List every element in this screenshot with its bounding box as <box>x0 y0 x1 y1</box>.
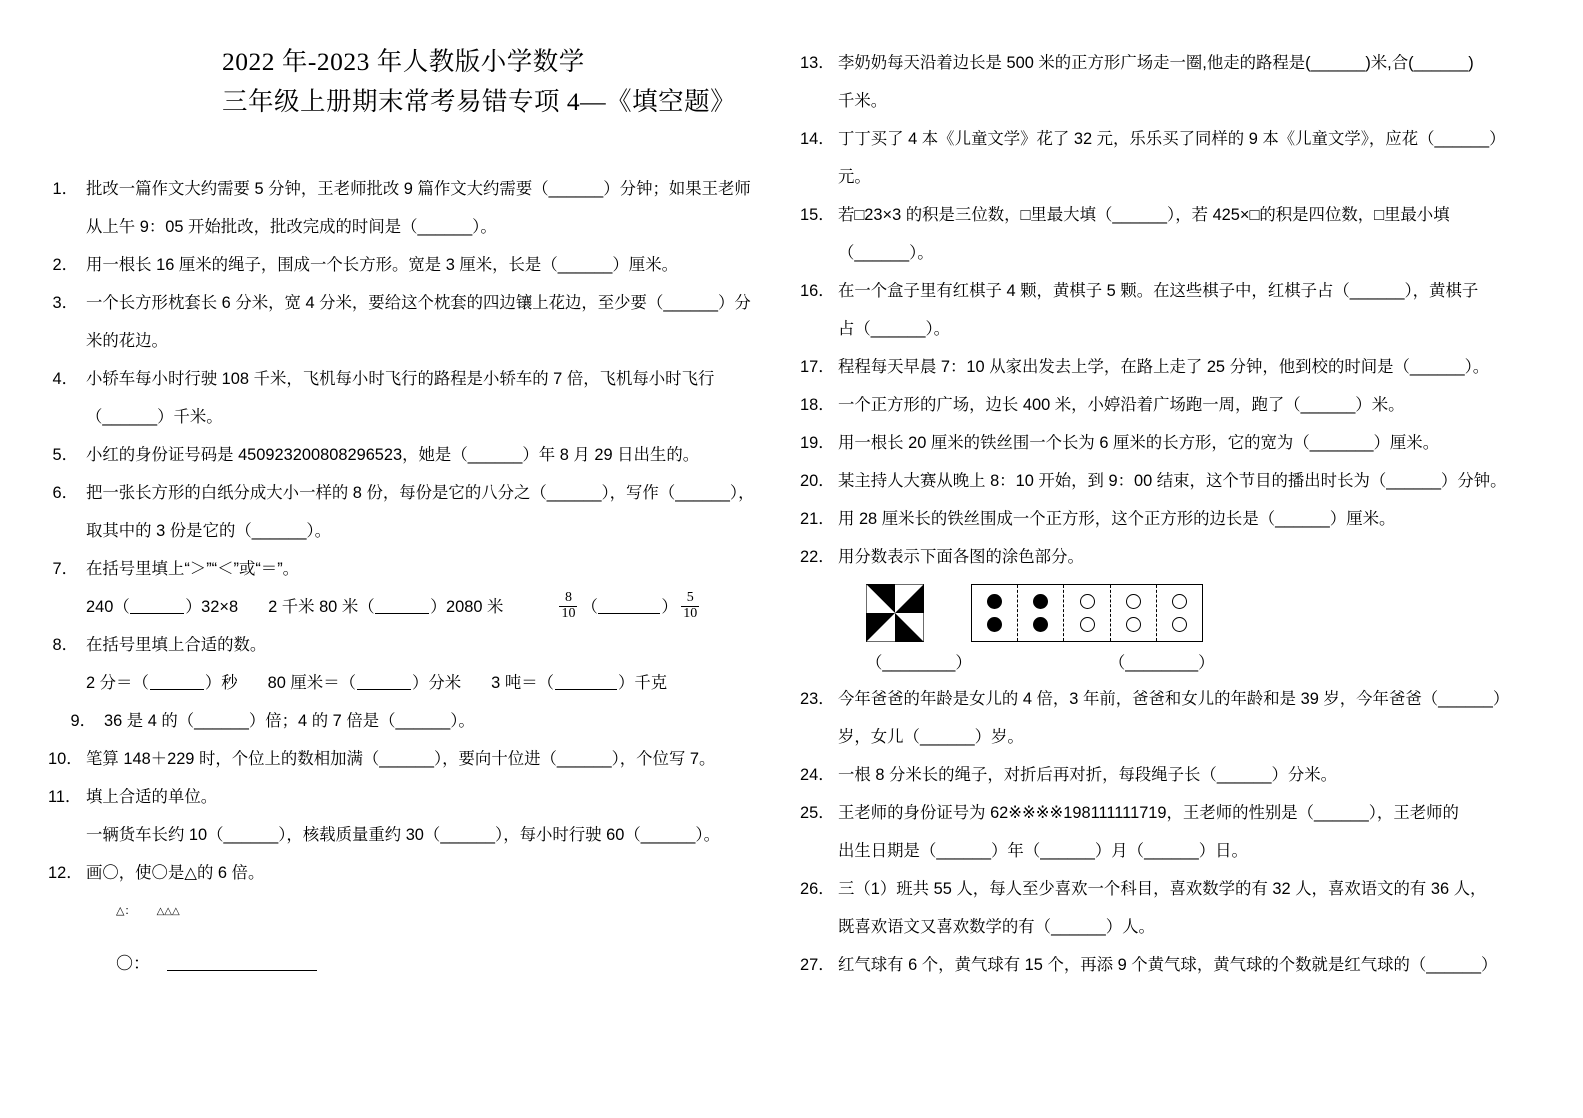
open-dot <box>1172 594 1187 609</box>
question-line: 红气球有 6 个，黄气球有 15 个，再添 9 个黄气球，黄气球的个数就是红气球的（______） <box>838 956 1498 974</box>
question-number: 5． <box>52 446 78 464</box>
filled-dot <box>1033 617 1048 632</box>
question-8 <box>48 626 778 702</box>
question-line: 王老师的身份证号为 62※※※※198111111719，王老师的性别是（______），王老师的 <box>838 804 1459 822</box>
compare-item-2-right: 2080 米 <box>446 598 504 616</box>
pinwheel-square-figure <box>866 584 924 642</box>
fraction-numerator: 8 <box>564 590 572 606</box>
dot-cell <box>1018 585 1064 641</box>
question-body <box>78 246 778 284</box>
question-line: 程程每天早晨 7：10 从家出发去上学，在路上走了 25 分钟，他到校的时间是（______）。 <box>838 358 1490 376</box>
dots-grid-figure <box>971 584 1203 642</box>
fraction-denominator: 10 <box>683 606 698 622</box>
question-1 <box>48 170 778 246</box>
question-number: 27． <box>800 956 835 974</box>
question-number: 14． <box>800 130 835 148</box>
filled-dot <box>987 594 1002 609</box>
figure-answers-row <box>866 646 1530 680</box>
question-number: 1． <box>52 180 78 198</box>
question-22 <box>800 538 1530 680</box>
question-number: 17． <box>800 358 835 376</box>
question-line: 用一根长 20 厘米的铁丝围一个长为 6 厘米的长方形，它的宽为（_______）厘米。 <box>838 434 1440 452</box>
question-11 <box>48 778 778 854</box>
question-body <box>78 284 778 360</box>
question-prompt: 画〇，使〇是△的 6 倍。 <box>86 864 265 882</box>
question-body <box>96 702 778 740</box>
question-26 <box>800 870 1530 946</box>
question-number: 23． <box>800 690 835 708</box>
question-number: 22． <box>800 548 835 566</box>
question-body <box>830 794 1530 870</box>
answer-blank[interactable] <box>598 597 660 614</box>
question-line: 李奶奶每天沿着边长是 500 米的正方形广场走一圈,他走的路程是(______)米,合(______) <box>838 54 1474 72</box>
question-4 <box>48 360 778 436</box>
question-number: 9． <box>70 712 96 730</box>
question-body <box>830 348 1530 386</box>
conv-2-left: 80 厘米＝（ <box>267 674 356 692</box>
question-number: 6． <box>52 484 78 502</box>
unit-conversion-row <box>86 664 778 702</box>
open-dot <box>1080 594 1095 609</box>
question-prompt: 在括号里填上“＞”“＜”或“＝”。 <box>86 560 300 578</box>
question-line: 小轿车每小时行驶 108 千米，飞机每小时飞行的路程是小轿车的 7 倍，飞机每小时飞行 <box>86 370 715 388</box>
fraction-denominator: 10 <box>561 606 576 622</box>
compare-item-1-right: 32×8 <box>201 598 239 616</box>
question-number: 21． <box>800 510 835 528</box>
question-number: 2． <box>52 256 78 274</box>
question-18 <box>800 386 1530 424</box>
question-3 <box>48 284 778 360</box>
conv-1-left: 2 分＝（ <box>86 674 149 692</box>
question-7 <box>48 550 778 626</box>
question-line: 某主持人大赛从晚上 8：10 开始，到 9：00 结束，这个节目的播出时长为（______）分钟。 <box>838 472 1507 490</box>
question-body <box>830 386 1530 424</box>
question-line: 把一张长方形的白纸分成大小一样的 8 份，每份是它的八分之（______），写作（______）， <box>86 484 755 502</box>
question-body <box>830 44 1530 120</box>
question-line: 出生日期是（______）年（______）月（______）日。 <box>838 842 1248 860</box>
question-body <box>830 196 1530 272</box>
left-column <box>48 170 778 983</box>
answer-blank[interactable] <box>555 673 617 690</box>
question-14 <box>800 120 1530 196</box>
question-prompt: 用分数表示下面各图的涂色部分。 <box>838 548 1084 566</box>
triangle-sample-row <box>116 892 778 931</box>
question-prompt: 填上合适的单位。 <box>86 788 218 806</box>
question-number: 20． <box>800 472 835 490</box>
question-20 <box>800 462 1530 500</box>
title-line-1: 2022 年-2023 年人教版小学数学 <box>222 47 585 76</box>
fraction-eight-tenths <box>559 591 577 621</box>
question-body <box>830 756 1530 794</box>
answer-blank-paren: （ ） <box>581 598 678 616</box>
answer-blank[interactable] <box>130 597 184 614</box>
fraction-five-tenths <box>681 591 699 621</box>
question-line: 今年爸爸的年龄是女儿的 4 倍，3 年前，爸爸和女儿的年龄和是 39 岁，今年爸爸（______） <box>838 690 1510 708</box>
question-line: 用一根长 16 厘米的绳子，围成一个长方形。宽是 3 厘米，长是（______）厘米。 <box>86 256 678 274</box>
figure-1-answer-blank[interactable]: （________） <box>866 654 972 672</box>
dot-cell <box>1064 585 1110 641</box>
question-number: 26． <box>800 880 835 898</box>
triangle-label: △： <box>116 905 136 917</box>
question-body <box>78 626 778 702</box>
question-line: 占（______）。 <box>838 320 951 338</box>
question-line: 米的花边。 <box>86 332 168 350</box>
open-dot <box>1172 617 1187 632</box>
question-23 <box>800 680 1530 756</box>
question-number: 13． <box>800 54 835 72</box>
answer-blank[interactable] <box>375 597 429 614</box>
question-body <box>78 854 778 983</box>
compare-item-1-left: 240 <box>86 598 114 616</box>
question-body <box>830 538 1530 680</box>
question-16 <box>800 272 1530 348</box>
filled-dot <box>1033 594 1048 609</box>
answer-blank-long[interactable] <box>167 954 317 971</box>
question-27 <box>800 946 1530 984</box>
circle-answer-row <box>116 945 778 983</box>
answer-blank-paren: （ ） <box>113 598 202 616</box>
question-line: 在一个盒子里有红棋子 4 颗，黄棋子 5 颗。在这些棋子中，红棋子占（______），黄棋子 <box>838 282 1479 300</box>
question-body <box>78 778 778 854</box>
question-number: 3． <box>52 294 78 312</box>
question-line: 元。 <box>838 168 871 186</box>
question-25 <box>800 794 1530 870</box>
question-line: 既喜欢语文又喜欢数学的有（______）人。 <box>838 918 1155 936</box>
question-line: 三（1）班共 55 人，每人至少喜欢一个科目，喜欢数学的有 32 人，喜欢语文的有 36 人， <box>838 880 1487 898</box>
question-line: 批改一篇作文大约需要 5 分钟，王老师批改 9 篇作文大约需要（______）分钟；如果王老师 <box>86 180 751 198</box>
question-2 <box>48 246 778 284</box>
question-body <box>830 272 1530 348</box>
question-10 <box>48 740 778 778</box>
question-body <box>830 680 1530 756</box>
question-body <box>830 462 1530 500</box>
question-number: 16． <box>800 282 835 300</box>
question-12 <box>48 854 778 983</box>
question-number: 12． <box>48 864 83 882</box>
question-body <box>78 740 778 778</box>
open-dot <box>1126 617 1141 632</box>
question-17 <box>800 348 1530 386</box>
question-number: 10． <box>48 750 83 768</box>
question-body <box>78 170 778 246</box>
answer-blank-paren: （ ） <box>358 598 447 616</box>
question-line: （______）千米。 <box>86 408 223 426</box>
question-line: 丁丁买了 4 本《儿童文学》花了 32 元，乐乐买了同样的 9 本《儿童文学》，应花（______） <box>838 130 1506 148</box>
question-line: 一个正方形的广场，边长 400 米，小婷沿着广场跑一周，跑了（______）米。 <box>838 396 1405 414</box>
question-line: 一根 8 分米长的绳子，对折后再对折，每段绳子长（______）分米。 <box>838 766 1338 784</box>
question-21 <box>800 500 1530 538</box>
comparison-row <box>86 588 778 626</box>
question-line: 一辆货车长约 10（______），核载质量重约 30（______），每小时行驶 60（______）。 <box>86 826 720 844</box>
open-dot <box>1126 594 1141 609</box>
shaded-figures-row <box>866 584 1530 642</box>
question-line: 千米。 <box>838 92 888 110</box>
question-number: 24． <box>800 766 835 784</box>
question-line: 从上午 9：05 开始批改，批改完成的时间是（______）。 <box>86 218 497 236</box>
dot-cell <box>1157 585 1202 641</box>
question-number: 11． <box>48 788 82 806</box>
question-number: 19． <box>800 434 835 452</box>
pinwheel-svg <box>866 584 924 642</box>
question-line: 若□23×3 的积是三位数，□里最大填（______），若 425×□的积是四位数，□里最小填 <box>838 206 1450 224</box>
question-line: （______）。 <box>838 244 934 262</box>
question-body <box>78 474 778 550</box>
question-number: 4． <box>52 370 78 388</box>
conv-3-left: 3 吨＝（ <box>491 674 554 692</box>
question-5 <box>48 436 778 474</box>
question-line: 笔算 148＋229 时，个位上的数相加满（______），要向十位进（______），个位写 7。 <box>86 750 716 768</box>
open-dot <box>1080 617 1095 632</box>
question-body <box>830 870 1530 946</box>
question-prompt: 在括号里填上合适的数。 <box>86 636 267 654</box>
question-13 <box>800 44 1530 120</box>
question-19 <box>800 424 1530 462</box>
question-15 <box>800 196 1530 272</box>
title-line-2: 三年级上册期末常考易错专项 4—《填空题》 <box>222 87 737 116</box>
filled-dot <box>987 617 1002 632</box>
fraction-numerator: 5 <box>686 590 694 606</box>
question-line: 取其中的 3 份是它的（______）。 <box>86 522 332 540</box>
question-body <box>830 500 1530 538</box>
question-line: 36 是 4 的（______）倍；4 的 7 倍是（______）。 <box>104 712 475 730</box>
conv-3-right: ）千克 <box>618 674 668 692</box>
dot-cell <box>1111 585 1157 641</box>
conv-1-right: ）秒 <box>204 674 238 692</box>
circle-label: 〇： <box>116 954 150 973</box>
question-body <box>830 120 1530 196</box>
question-line: 用 28 厘米长的铁丝围成一个正方形，这个正方形的边长是（______）厘米。 <box>838 510 1396 528</box>
question-line: 一个长方形枕套长 6 分米，宽 4 分米，要给这个枕套的四边镶上花边，至少要（______）分 <box>86 294 751 312</box>
question-body <box>830 946 1530 984</box>
question-number: 7． <box>52 560 78 578</box>
figure-2-answer-blank[interactable]: （________） <box>1108 654 1215 672</box>
question-body <box>78 550 778 626</box>
question-body <box>830 424 1530 462</box>
question-24 <box>800 756 1530 794</box>
compare-item-2-left: 2 千米 80 米 <box>268 598 359 616</box>
question-body <box>78 436 778 474</box>
question-6 <box>48 474 778 550</box>
question-number: 8． <box>52 636 78 654</box>
question-number: 15． <box>800 206 835 224</box>
question-line: 岁，女儿（______）岁。 <box>838 728 1024 746</box>
conv-2-right: ）分米 <box>411 674 462 692</box>
answer-blank[interactable] <box>357 673 411 690</box>
question-number: 25． <box>800 804 835 822</box>
triangle-glyphs: △△△ <box>156 906 180 917</box>
question-9 <box>48 702 778 740</box>
answer-blank[interactable] <box>150 673 204 690</box>
dot-cell <box>972 585 1018 641</box>
right-column <box>800 44 1530 984</box>
question-body <box>78 360 778 436</box>
question-line: 小红的身份证号码是 450923200808296523，她是（______）年 8 月 29 日出生的。 <box>86 446 700 464</box>
question-number: 18． <box>800 396 835 414</box>
